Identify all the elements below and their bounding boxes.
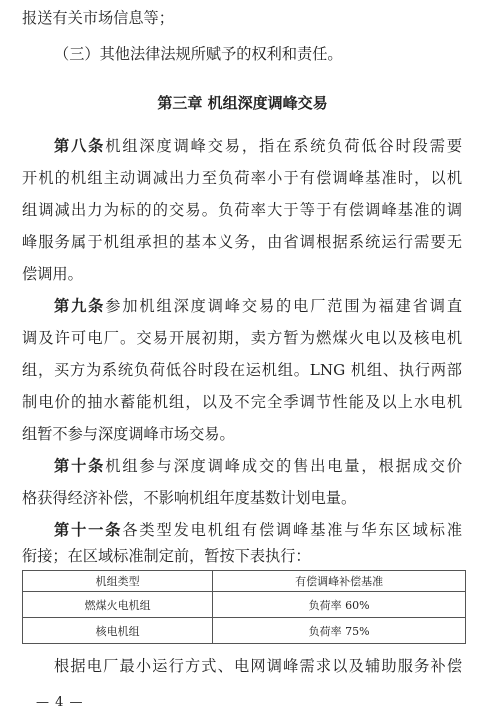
article-text: 机组参与深度调峰成交的售出电量，根据成交价 [105,457,463,475]
article-9-first-line [54,296,462,316]
text-line: （三）其他法律法规所赋予的权利和责任。 [54,45,343,63]
article-text: 参加机组深度调峰交易的电厂范围为福建省调直 [105,297,463,315]
table-header-row [23,571,466,592]
article-text: 机组深度调峰交易，指在系统负荷低谷时段需要 [105,137,463,155]
table-cell: 负荷率 60% [213,592,466,618]
table-cell: 燃煤火电机组 [23,592,213,618]
article-label: 第十条 [54,457,106,475]
article-8-first-line [54,136,462,156]
text-line: 调及许可电厂。交易开展初期，卖方暂为燃煤火电以及核电机 [22,329,462,347]
text-line: 衔接；在区域标准制定前，暂按下表执行： [22,547,311,565]
text-line: 峰服务属于机组承担的基本义务，由省调根据系统运行需要无 [22,233,462,251]
page-number: — 4 — [36,695,84,710]
table-cell: 核电机组 [23,618,213,644]
article-label: 第九条 [54,297,106,315]
text-line: 开机的机组主动调减出力至负荷率小于有偿调峰基准时，以机 [22,169,462,187]
text-line: 根据电厂最小运行方式、电网调峰需求以及辅助服务补偿 [54,657,462,675]
article-label: 第八条 [54,137,106,155]
text-line: 格获得经济补偿，不影响机组年度基数计划电量。 [22,489,357,507]
table-header-cell: 机组类型 [23,571,213,592]
text-line: 偿调用。 [22,265,83,283]
article-label: 第十一条 [54,521,123,539]
text-line: 制电价的抽水蓄能机组，以及不完全季调节性能及以上水电机 [22,393,462,411]
text-line: 报送有关市场信息等； [22,9,174,27]
chapter-heading: 第三章 机组深度调峰交易 [157,94,328,112]
text-line: 组，买方为系统负荷低谷时段在运机组。LNG 机组、执行两部 [22,361,462,379]
table-row [23,618,466,644]
table-cell: 负荷率 75% [213,618,466,644]
peak-shaving-baseline-table [22,570,466,644]
article-10-first-line [54,456,462,476]
text-line: 组暂不参与深度调峰市场交易。 [22,425,235,443]
text-line: 组调减出力为标的的交易。负荷率大于等于有偿调峰基准的调 [22,201,462,219]
article-11-first-line [54,520,462,540]
table-header-cell: 有偿调峰补偿基准 [213,571,466,592]
article-text: 各类型发电机组有偿调峰基准与华东区域标准 [122,521,463,539]
table-row [23,592,466,618]
